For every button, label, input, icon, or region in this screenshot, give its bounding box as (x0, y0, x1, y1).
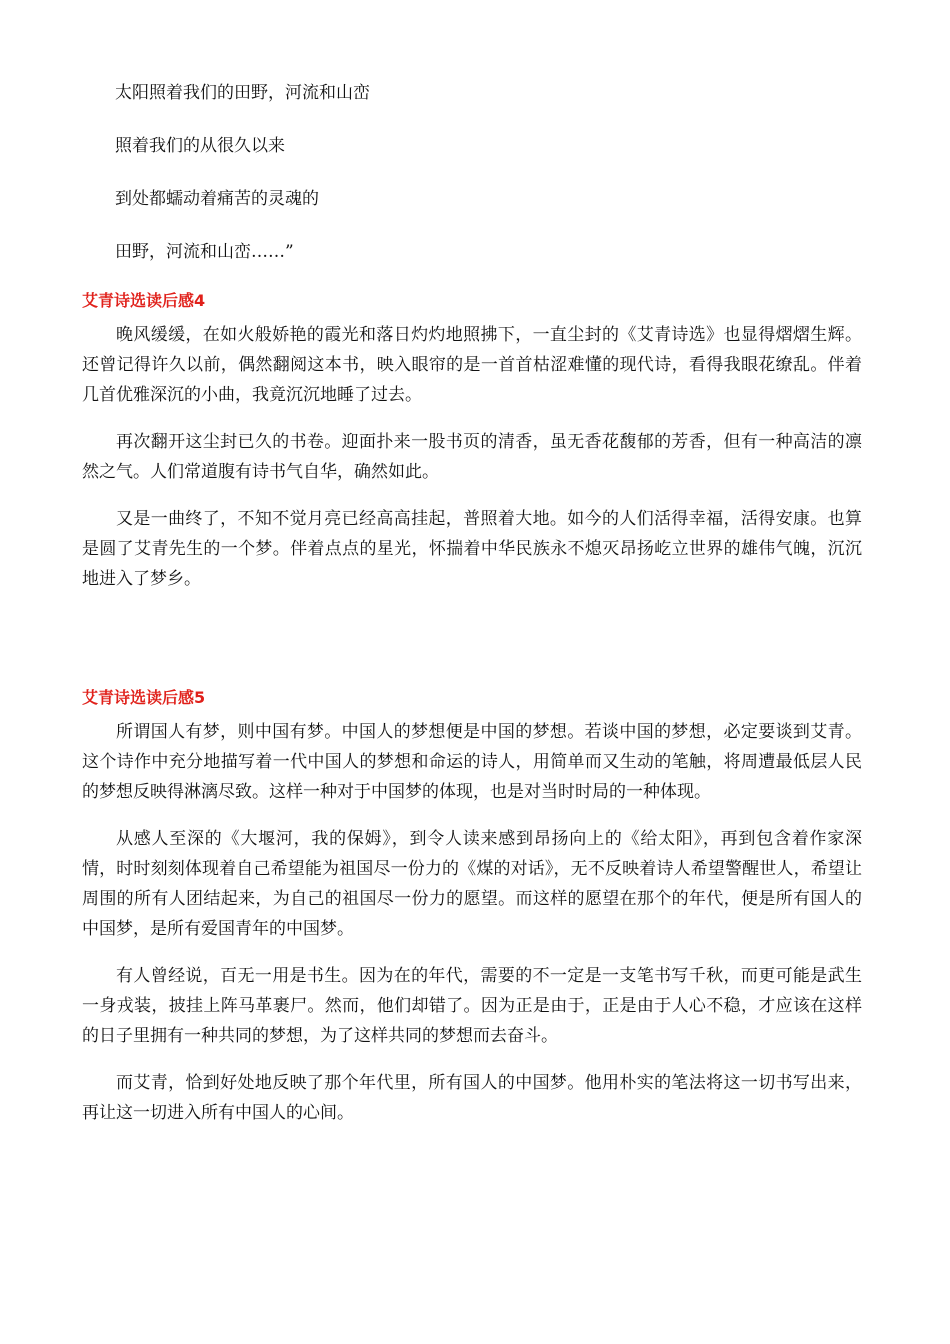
poem-excerpt (115, 80, 835, 292)
poem-line: 田野，河流和山峦……” (115, 242, 294, 262)
essay-section-5 (82, 687, 862, 1145)
essay-section-4 (82, 290, 862, 611)
body-paragraph: 晚风缓缓，在如火般娇艳的霞光和落日灼灼地照拂下，一直尘封的《艾青诗选》也显得熠熠生辉。还曾记得许久以前，偶然翻阅这本书，映入眼帘的是一首首枯涩难懂的现代诗，看得我眼花缭乱。伴着几首优雅深沉的小曲，我竟沉沉地睡了过去。 (82, 325, 862, 405)
section-heading: 艾青诗选读后感4 (82, 291, 206, 310)
poem-line: 到处都蠕动着痛苦的灵魂的 (115, 189, 319, 209)
body-paragraph: 而艾青，恰到好处地反映了那个年代里，所有国人的中国梦。他用朴实的笔法将这一切书写出来，再让这一切进入所有中国人的心间。 (82, 1073, 862, 1123)
body-paragraph: 从感人至深的《大堰河，我的保姆》，到令人读来感到昂扬向上的《给太阳》，再到包含着作家深情，时时刻刻体现着自己希望能为祖国尽一份力的《煤的对话》，无不反映着诗人希望警醒世人，希望让周围的所有人团结起来，为自己的祖国尽一份力的愿望。而这样的愿望在那个的年代，便是所有国人的中国梦，是所有爱国青年的中国梦。 (82, 829, 862, 939)
body-paragraph: 再次翻开这尘封已久的书卷。迎面扑来一股书页的清香，虽无香花馥郁的芳香，但有一种高洁的凛然之气。人们常道腹有诗书气自华，确然如此。 (82, 432, 862, 482)
poem-line: 太阳照着我们的田野，河流和山峦 (115, 83, 370, 103)
section-heading: 艾青诗选读后感5 (82, 688, 206, 707)
body-paragraph: 有人曾经说，百无一用是书生。因为在的年代，需要的不一定是一支笔书写千秋，而更可能是武生一身戎装，披挂上阵马革裹尸。然而，他们却错了。因为正是由于，正是由于人心不稳，才应该在这样的日子里拥有一种共同的梦想，为了这样共同的梦想而去奋斗。 (82, 966, 862, 1046)
body-paragraph: 又是一曲终了，不知不觉月亮已经高高挂起，普照着大地。如今的人们活得幸福，活得安康。也算是圆了艾青先生的一个梦。伴着点点的星光，怀揣着中华民族永不熄灭昂扬屹立世界的雄伟气魄，沉沉地进入了梦乡。 (82, 509, 862, 589)
poem-line: 照着我们的从很久以来 (115, 136, 285, 156)
body-paragraph: 所谓国人有梦，则中国有梦。中国人的梦想便是中国的梦想。若谈中国的梦想，必定要谈到艾青。这个诗作中充分地描写着一代中国人的梦想和命运的诗人，用简单而又生动的笔触，将周遭最低层人民的梦想反映得淋漓尽致。这样一种对于中国梦的体现，也是对当时时局的一种体现。 (82, 722, 862, 802)
